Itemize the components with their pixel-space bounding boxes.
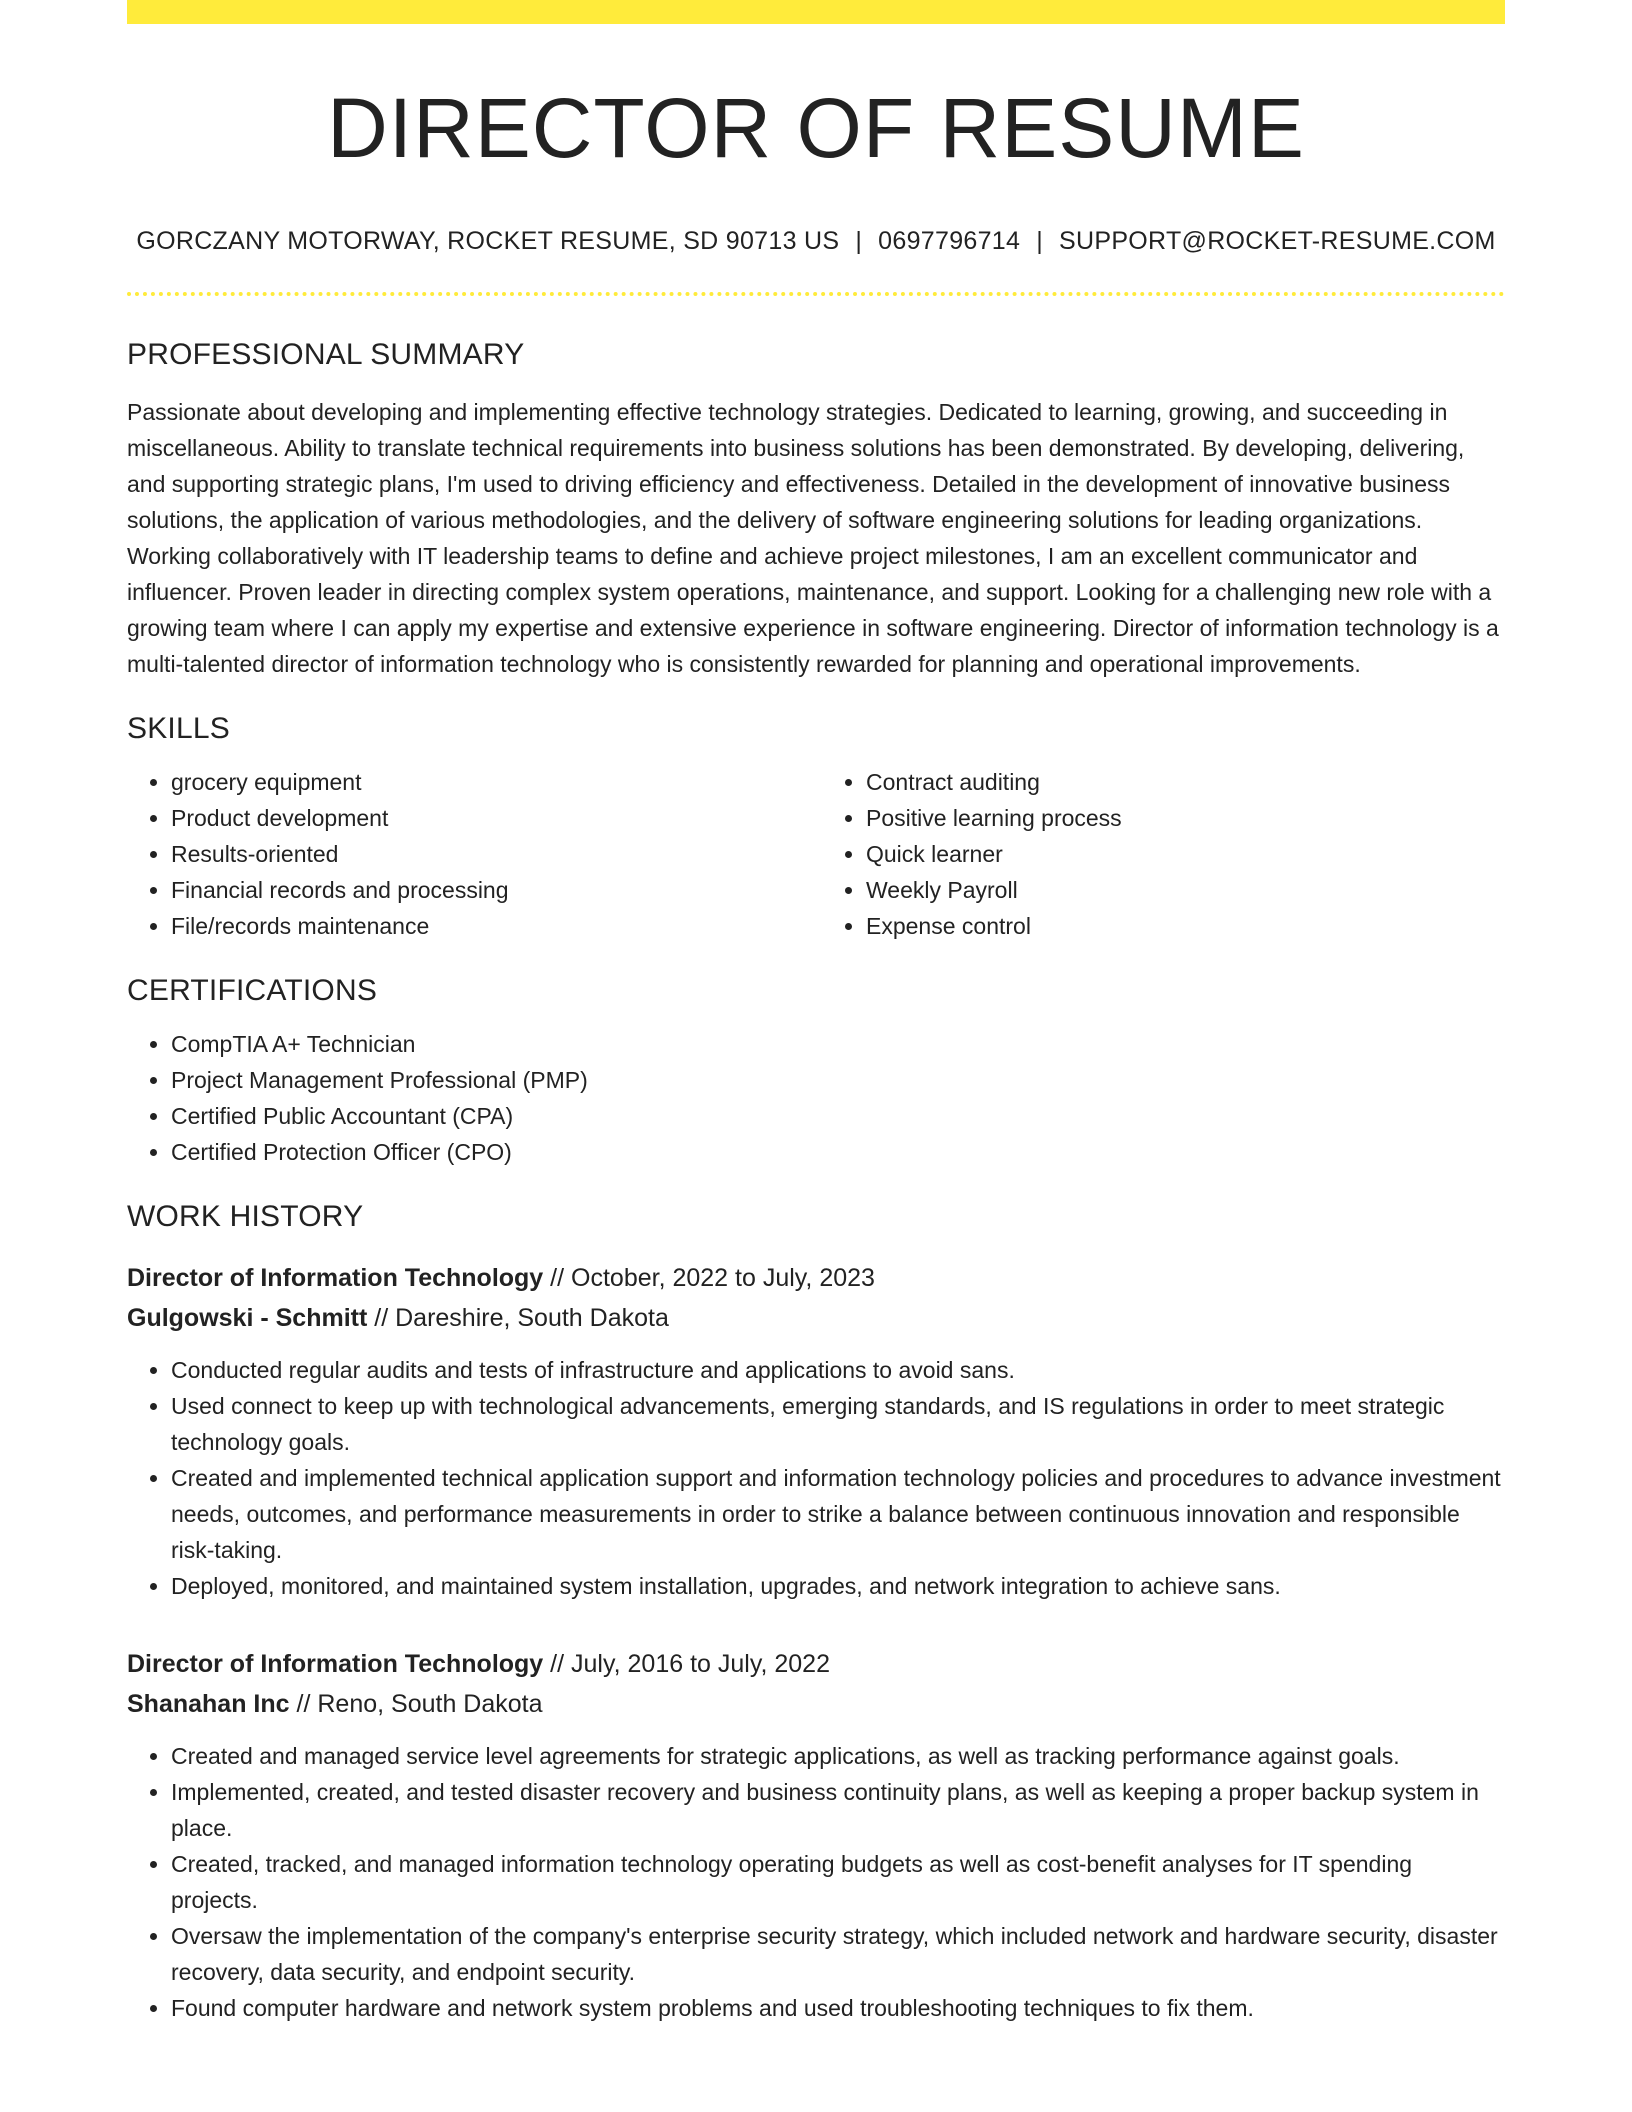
job-bullet: • Found computer hardware and network system problems and used troubleshooting techniques to fix them. bbox=[171, 1990, 1505, 2026]
certification-item: • Certified Public Accountant (CPA) bbox=[171, 1098, 1505, 1134]
job-location: Dareshire, South Dakota bbox=[395, 1304, 669, 1333]
skills-section bbox=[127, 712, 1505, 944]
skill-item: • Product development bbox=[171, 800, 816, 836]
job-entry bbox=[127, 1644, 1505, 2026]
job-separator: // bbox=[550, 1264, 565, 1293]
dotted-divider bbox=[127, 292, 1505, 296]
job-entry bbox=[127, 1258, 1505, 1604]
certification-item: • Project Management Professional (PMP) bbox=[171, 1062, 1505, 1098]
job-bullet: • Used connect to keep up with technological advancements, emerging standards, and IS regulations in order to meet strategic technology goals. bbox=[171, 1388, 1505, 1460]
job-title: Director of Information Technology bbox=[127, 1650, 544, 1679]
skill-item: • Expense control bbox=[866, 908, 1505, 944]
job-company: Gulgowski - Schmitt bbox=[127, 1304, 368, 1333]
skill-item: • Results-oriented bbox=[171, 836, 816, 872]
section-heading-skills: SKILLS bbox=[127, 712, 230, 746]
job-dates: July, 2016 to July, 2022 bbox=[571, 1650, 830, 1679]
skill-item: • File/records maintenance bbox=[171, 908, 816, 944]
job-bullet: • Implemented, created, and tested disaster recovery and business continuity plans, as well as keeping a proper backup system in place. bbox=[171, 1774, 1505, 1846]
job-company: Shanahan Inc bbox=[127, 1690, 290, 1719]
accent-top-bar bbox=[127, 0, 1505, 24]
section-heading-work-history: WORK HISTORY bbox=[127, 1200, 364, 1234]
resume-page bbox=[127, 0, 1505, 2026]
summary-text: Passionate about developing and implementing effective technology strategies. Dedicated to learning, growing, and succeeding in miscellaneous. Ability to translate technical requirements into business solutions has been demonstrated. By developing, delivering, and supporting strategic plans, I'm used to driving efficiency and effectiveness. Detailed in the development of innovative business solutions, the application of various methodologies, and the delivery of software engineering solutions for leading organizations. Working collaboratively with IT leadership teams to define and achieve project milestones, I am an excellent communicator and influencer. Proven leader in directing complex system operations, maintenance, and support. Looking for a challenging new role with a growing team where I can apply my expertise and extensive experience in software engineering. Director of information technology is a multi-talented director of information technology who is consistently rewarded for planning and operational improvements. bbox=[127, 399, 1499, 678]
skill-item: • Positive learning process bbox=[866, 800, 1505, 836]
skill-item: • Contract auditing bbox=[866, 764, 1505, 800]
contact-line bbox=[127, 226, 1505, 256]
section-heading-summary: PROFESSIONAL SUMMARY bbox=[127, 338, 525, 372]
certifications-list bbox=[127, 1026, 1505, 1170]
job-bullet: • Deployed, monitored, and maintained system installation, upgrades, and network integration to achieve sans. bbox=[171, 1568, 1505, 1604]
certification-item: • CompTIA A+ Technician bbox=[171, 1026, 1505, 1062]
job-title-line bbox=[127, 1258, 1505, 1298]
resume-name: DIRECTOR OF RESUME bbox=[327, 81, 1305, 175]
job-separator: // bbox=[296, 1690, 311, 1719]
job-title: Director of Information Technology bbox=[127, 1264, 544, 1293]
job-bullet: • Oversaw the implementation of the company's enterprise security strategy, which included network and hardware security, disaster recovery, data security, and endpoint security. bbox=[171, 1918, 1505, 1990]
job-bullet: • Created, tracked, and managed information technology operating budgets as well as cost-benefit analyses for IT spending projects. bbox=[171, 1846, 1505, 1918]
job-location: Reno, South Dakota bbox=[317, 1690, 543, 1719]
job-company-line bbox=[127, 1684, 1505, 1724]
skill-item: • Quick learner bbox=[866, 836, 1505, 872]
skill-item: • grocery equipment bbox=[171, 764, 816, 800]
job-title-line bbox=[127, 1644, 1505, 1684]
contact-email[interactable]: SUPPORT@ROCKET-RESUME.COM bbox=[1059, 227, 1496, 256]
section-heading-certifications: CERTIFICATIONS bbox=[127, 974, 378, 1008]
skills-columns bbox=[127, 764, 1505, 944]
certifications-section bbox=[127, 974, 1505, 1170]
job-dates: October, 2022 to July, 2023 bbox=[571, 1264, 875, 1293]
job-bullet: • Created and managed service level agreements for strategic applications, as well as tracking performance against goals. bbox=[171, 1738, 1505, 1774]
job-separator: // bbox=[374, 1304, 389, 1333]
contact-address: GORCZANY MOTORWAY, ROCKET RESUME, SD 90713 US bbox=[136, 227, 840, 256]
job-bullet: • Conducted regular audits and tests of infrastructure and applications to avoid sans. bbox=[171, 1352, 1505, 1388]
job-separator: // bbox=[550, 1650, 565, 1679]
summary-section bbox=[127, 338, 1505, 682]
job-bullet: • Created and implemented technical application support and information technology policies and procedures to advance investment needs, outcomes, and performance measurements in order to strike a balance between continuous innovation and responsible risk-taking. bbox=[171, 1460, 1505, 1568]
skills-list-right bbox=[816, 764, 1505, 944]
skill-item: • Weekly Payroll bbox=[866, 872, 1505, 908]
contact-separator: | bbox=[855, 227, 863, 256]
certification-item: • Certified Protection Officer (CPO) bbox=[171, 1134, 1505, 1170]
job-bullets bbox=[127, 1352, 1505, 1604]
work-history-section bbox=[127, 1200, 1505, 2026]
contact-separator: | bbox=[1036, 227, 1044, 256]
job-company-line bbox=[127, 1298, 1505, 1338]
job-bullets bbox=[127, 1738, 1505, 2026]
contact-phone[interactable]: 0697796714 bbox=[878, 227, 1021, 256]
skills-list-left bbox=[127, 764, 816, 944]
skill-item: • Financial records and processing bbox=[171, 872, 816, 908]
